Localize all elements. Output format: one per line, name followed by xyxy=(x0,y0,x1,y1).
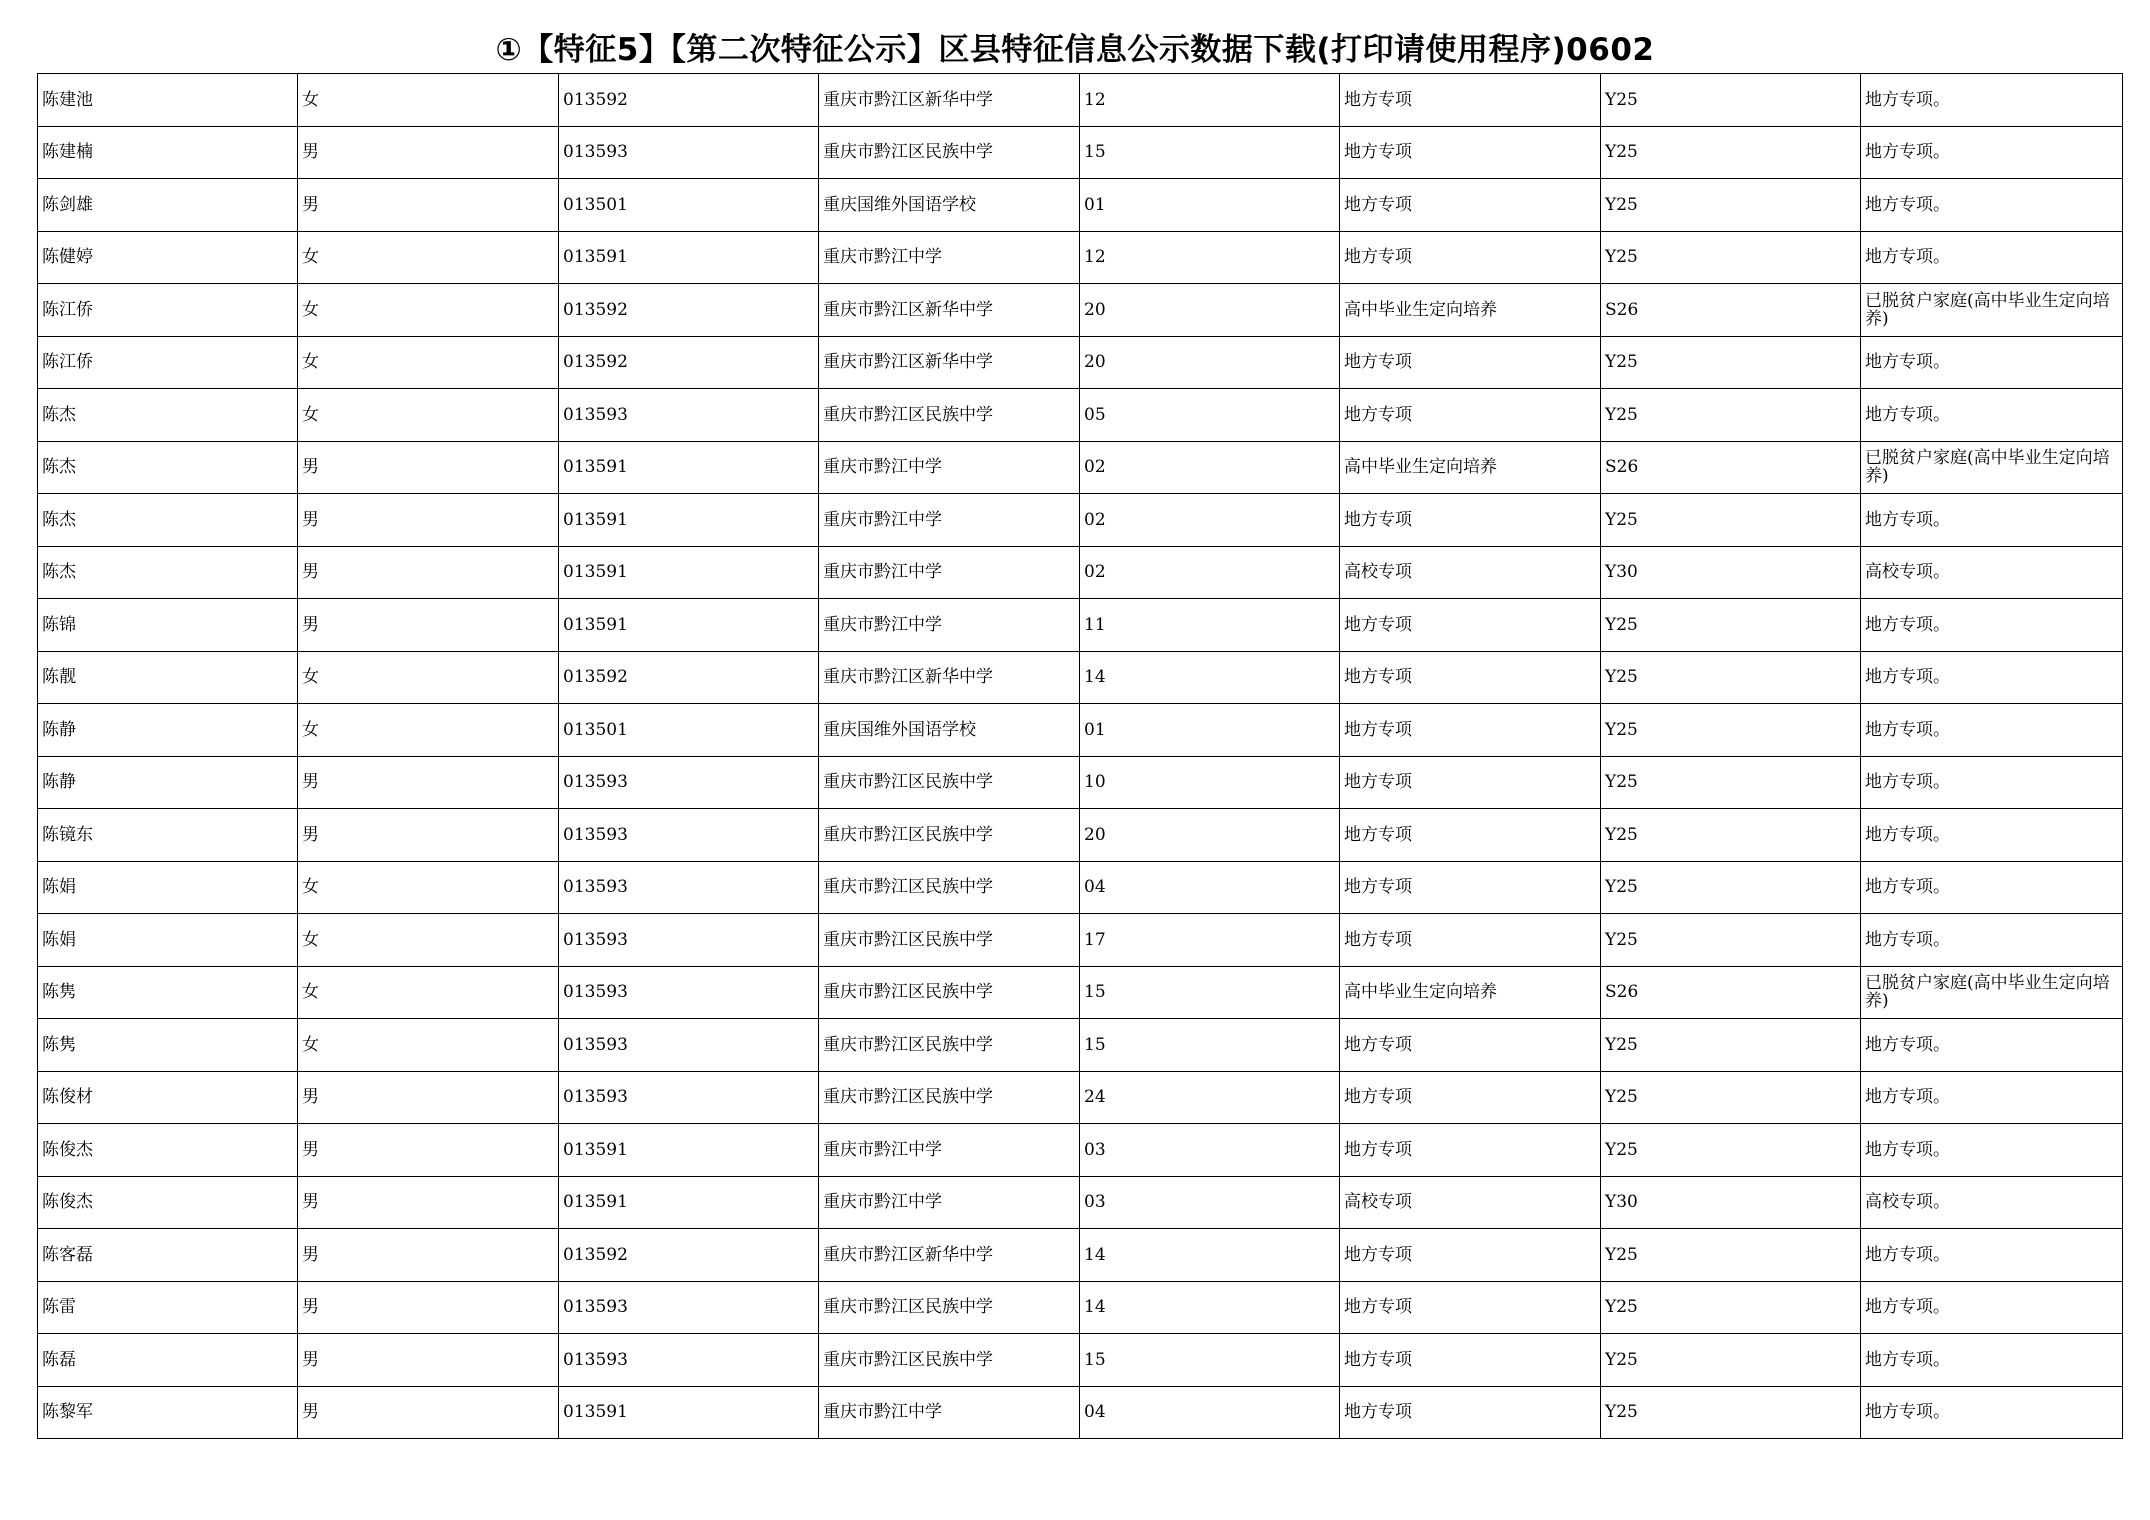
school-code-cell: 013593 xyxy=(559,1281,819,1334)
class-cell: 15 xyxy=(1080,1334,1340,1387)
project-cell: 地方专项 xyxy=(1340,599,1601,652)
project-code-cell: Y25 xyxy=(1601,599,1861,652)
table-row xyxy=(38,441,2123,494)
school-code-cell: 013593 xyxy=(559,756,819,809)
table-row xyxy=(38,284,2123,337)
table-row xyxy=(38,756,2123,809)
name-cell: 陈隽 xyxy=(38,1019,298,1072)
project-code-cell: Y25 xyxy=(1601,494,1861,547)
school-name-cell: 重庆市黔江中学 xyxy=(819,546,1080,599)
school-code-cell: 013593 xyxy=(559,1334,819,1387)
remark-cell: 地方专项。 xyxy=(1861,494,2123,547)
class-cell: 20 xyxy=(1080,336,1340,389)
name-cell: 陈雷 xyxy=(38,1281,298,1334)
class-cell: 11 xyxy=(1080,599,1340,652)
gender-cell: 女 xyxy=(298,284,559,337)
school-name-cell: 重庆市黔江中学 xyxy=(819,1124,1080,1177)
remark-cell: 地方专项。 xyxy=(1861,1229,2123,1282)
project-code-cell: Y25 xyxy=(1601,756,1861,809)
school-name-cell: 重庆市黔江中学 xyxy=(819,494,1080,547)
project-cell: 地方专项 xyxy=(1340,1071,1601,1124)
table-row xyxy=(38,389,2123,442)
table-row xyxy=(38,809,2123,862)
school-code-cell: 013591 xyxy=(559,1124,819,1177)
name-cell: 陈靓 xyxy=(38,651,298,704)
project-code-cell: S26 xyxy=(1601,441,1861,494)
class-cell: 12 xyxy=(1080,231,1340,284)
class-cell: 14 xyxy=(1080,1229,1340,1282)
remark-cell: 地方专项。 xyxy=(1861,1019,2123,1072)
remark-cell: 地方专项。 xyxy=(1861,389,2123,442)
name-cell: 陈静 xyxy=(38,704,298,757)
gender-cell: 男 xyxy=(298,546,559,599)
project-code-cell: Y25 xyxy=(1601,651,1861,704)
name-cell: 陈锦 xyxy=(38,599,298,652)
project-code-cell: S26 xyxy=(1601,284,1861,337)
school-code-cell: 013593 xyxy=(559,809,819,862)
school-code-cell: 013591 xyxy=(559,546,819,599)
project-cell: 地方专项 xyxy=(1340,914,1601,967)
gender-cell: 女 xyxy=(298,74,559,127)
table-row xyxy=(38,336,2123,389)
project-code-cell: Y25 xyxy=(1601,1281,1861,1334)
gender-cell: 男 xyxy=(298,1176,559,1229)
school-name-cell: 重庆国维外国语学校 xyxy=(819,179,1080,232)
project-cell: 地方专项 xyxy=(1340,704,1601,757)
gender-cell: 男 xyxy=(298,179,559,232)
remark-cell: 地方专项。 xyxy=(1861,704,2123,757)
table-row xyxy=(38,179,2123,232)
table-row xyxy=(38,861,2123,914)
gender-cell: 男 xyxy=(298,1386,559,1439)
school-name-cell: 重庆市黔江区民族中学 xyxy=(819,861,1080,914)
class-cell: 20 xyxy=(1080,809,1340,862)
remark-cell: 地方专项。 xyxy=(1861,756,2123,809)
project-cell: 地方专项 xyxy=(1340,494,1601,547)
table-row xyxy=(38,1334,2123,1387)
table-row xyxy=(38,1386,2123,1439)
project-cell: 地方专项 xyxy=(1340,1124,1601,1177)
school-code-cell: 013591 xyxy=(559,1386,819,1439)
gender-cell: 男 xyxy=(298,126,559,179)
table-row xyxy=(38,546,2123,599)
project-code-cell: Y25 xyxy=(1601,1019,1861,1072)
name-cell: 陈镜东 xyxy=(38,809,298,862)
remark-cell: 高校专项。 xyxy=(1861,546,2123,599)
class-cell: 03 xyxy=(1080,1124,1340,1177)
class-cell: 03 xyxy=(1080,1176,1340,1229)
gender-cell: 女 xyxy=(298,651,559,704)
remark-cell: 高校专项。 xyxy=(1861,1176,2123,1229)
project-code-cell: Y25 xyxy=(1601,389,1861,442)
school-name-cell: 重庆国维外国语学校 xyxy=(819,704,1080,757)
school-name-cell: 重庆市黔江区民族中学 xyxy=(819,756,1080,809)
school-code-cell: 013501 xyxy=(559,704,819,757)
school-code-cell: 013593 xyxy=(559,126,819,179)
project-code-cell: Y25 xyxy=(1601,914,1861,967)
school-name-cell: 重庆市黔江区民族中学 xyxy=(819,809,1080,862)
gender-cell: 男 xyxy=(298,1229,559,1282)
remark-cell: 地方专项。 xyxy=(1861,231,2123,284)
project-code-cell: Y25 xyxy=(1601,1334,1861,1387)
name-cell: 陈客磊 xyxy=(38,1229,298,1282)
school-name-cell: 重庆市黔江区民族中学 xyxy=(819,1334,1080,1387)
school-code-cell: 013593 xyxy=(559,914,819,967)
project-code-cell: Y25 xyxy=(1601,1071,1861,1124)
project-code-cell: Y25 xyxy=(1601,809,1861,862)
table-row xyxy=(38,651,2123,704)
school-name-cell: 重庆市黔江中学 xyxy=(819,599,1080,652)
table-row xyxy=(38,914,2123,967)
name-cell: 陈杰 xyxy=(38,441,298,494)
school-name-cell: 重庆市黔江区民族中学 xyxy=(819,389,1080,442)
project-code-cell: Y25 xyxy=(1601,704,1861,757)
project-code-cell: Y25 xyxy=(1601,336,1861,389)
table-body xyxy=(38,74,2123,1439)
name-cell: 陈剑雄 xyxy=(38,179,298,232)
gender-cell: 男 xyxy=(298,441,559,494)
project-cell: 地方专项 xyxy=(1340,126,1601,179)
table-row xyxy=(38,704,2123,757)
table-row xyxy=(38,599,2123,652)
school-name-cell: 重庆市黔江区民族中学 xyxy=(819,914,1080,967)
class-cell: 10 xyxy=(1080,756,1340,809)
project-cell: 地方专项 xyxy=(1340,1334,1601,1387)
remark-cell: 地方专项。 xyxy=(1861,1386,2123,1439)
table-row xyxy=(38,74,2123,127)
project-cell: 高校专项 xyxy=(1340,546,1601,599)
project-cell: 地方专项 xyxy=(1340,389,1601,442)
school-name-cell: 重庆市黔江中学 xyxy=(819,231,1080,284)
remark-cell: 地方专项。 xyxy=(1861,599,2123,652)
class-cell: 24 xyxy=(1080,1071,1340,1124)
project-cell: 地方专项 xyxy=(1340,1229,1601,1282)
gender-cell: 女 xyxy=(298,389,559,442)
school-code-cell: 013592 xyxy=(559,1229,819,1282)
page-title: ①【特征5】【第二次特征公示】区县特征信息公示数据下载(打印请使用程序)0602 xyxy=(495,32,1655,68)
project-code-cell: Y25 xyxy=(1601,861,1861,914)
remark-cell: 已脱贫户家庭(高中毕业生定向培养) xyxy=(1861,284,2123,337)
gender-cell: 女 xyxy=(298,861,559,914)
project-code-cell: Y25 xyxy=(1601,1124,1861,1177)
school-name-cell: 重庆市黔江区民族中学 xyxy=(819,1071,1080,1124)
project-cell: 地方专项 xyxy=(1340,179,1601,232)
project-cell: 地方专项 xyxy=(1340,651,1601,704)
gender-cell: 男 xyxy=(298,1334,559,1387)
remark-cell: 地方专项。 xyxy=(1861,74,2123,127)
school-code-cell: 013593 xyxy=(559,966,819,1019)
class-cell: 20 xyxy=(1080,284,1340,337)
class-cell: 01 xyxy=(1080,179,1340,232)
school-name-cell: 重庆市黔江区民族中学 xyxy=(819,1281,1080,1334)
school-code-cell: 013593 xyxy=(559,389,819,442)
class-cell: 14 xyxy=(1080,651,1340,704)
table-row xyxy=(38,1071,2123,1124)
school-code-cell: 013591 xyxy=(559,494,819,547)
project-code-cell: Y25 xyxy=(1601,126,1861,179)
gender-cell: 男 xyxy=(298,756,559,809)
school-name-cell: 重庆市黔江区民族中学 xyxy=(819,126,1080,179)
class-cell: 02 xyxy=(1080,494,1340,547)
remark-cell: 已脱贫户家庭(高中毕业生定向培养) xyxy=(1861,441,2123,494)
gender-cell: 男 xyxy=(298,1281,559,1334)
remark-cell: 地方专项。 xyxy=(1861,1124,2123,1177)
class-cell: 01 xyxy=(1080,704,1340,757)
school-name-cell: 重庆市黔江区新华中学 xyxy=(819,336,1080,389)
project-cell: 地方专项 xyxy=(1340,809,1601,862)
school-code-cell: 013593 xyxy=(559,861,819,914)
name-cell: 陈江侨 xyxy=(38,336,298,389)
table-row xyxy=(38,126,2123,179)
project-cell: 地方专项 xyxy=(1340,1386,1601,1439)
remark-cell: 地方专项。 xyxy=(1861,1281,2123,1334)
name-cell: 陈杰 xyxy=(38,494,298,547)
table-row xyxy=(38,1176,2123,1229)
gender-cell: 女 xyxy=(298,704,559,757)
table-row xyxy=(38,1229,2123,1282)
project-code-cell: Y25 xyxy=(1601,74,1861,127)
class-cell: 14 xyxy=(1080,1281,1340,1334)
remark-cell: 地方专项。 xyxy=(1861,1334,2123,1387)
remark-cell: 地方专项。 xyxy=(1861,1071,2123,1124)
table-row xyxy=(38,1124,2123,1177)
remark-cell: 地方专项。 xyxy=(1861,126,2123,179)
table-row xyxy=(38,1281,2123,1334)
name-cell: 陈娟 xyxy=(38,861,298,914)
gender-cell: 男 xyxy=(298,809,559,862)
remark-cell: 地方专项。 xyxy=(1861,914,2123,967)
school-code-cell: 013591 xyxy=(559,231,819,284)
school-name-cell: 重庆市黔江区新华中学 xyxy=(819,1229,1080,1282)
school-name-cell: 重庆市黔江区新华中学 xyxy=(819,651,1080,704)
name-cell: 陈俊杰 xyxy=(38,1176,298,1229)
project-code-cell: Y25 xyxy=(1601,179,1861,232)
project-cell: 地方专项 xyxy=(1340,336,1601,389)
gender-cell: 男 xyxy=(298,599,559,652)
name-cell: 陈杰 xyxy=(38,546,298,599)
class-cell: 12 xyxy=(1080,74,1340,127)
school-code-cell: 013592 xyxy=(559,651,819,704)
remark-cell: 地方专项。 xyxy=(1861,861,2123,914)
class-cell: 05 xyxy=(1080,389,1340,442)
project-code-cell: S26 xyxy=(1601,966,1861,1019)
class-cell: 15 xyxy=(1080,966,1340,1019)
name-cell: 陈建池 xyxy=(38,74,298,127)
remark-cell: 已脱贫户家庭(高中毕业生定向培养) xyxy=(1861,966,2123,1019)
school-code-cell: 013591 xyxy=(559,441,819,494)
gender-cell: 女 xyxy=(298,336,559,389)
school-name-cell: 重庆市黔江中学 xyxy=(819,1176,1080,1229)
project-code-cell: Y25 xyxy=(1601,1229,1861,1282)
project-code-cell: Y25 xyxy=(1601,1386,1861,1439)
name-cell: 陈江侨 xyxy=(38,284,298,337)
school-code-cell: 013591 xyxy=(559,599,819,652)
school-code-cell: 013592 xyxy=(559,284,819,337)
school-name-cell: 重庆市黔江区民族中学 xyxy=(819,966,1080,1019)
name-cell: 陈娟 xyxy=(38,914,298,967)
school-name-cell: 重庆市黔江中学 xyxy=(819,441,1080,494)
class-cell: 15 xyxy=(1080,126,1340,179)
name-cell: 陈杰 xyxy=(38,389,298,442)
remark-cell: 地方专项。 xyxy=(1861,651,2123,704)
school-name-cell: 重庆市黔江区民族中学 xyxy=(819,1019,1080,1072)
gender-cell: 女 xyxy=(298,914,559,967)
name-cell: 陈静 xyxy=(38,756,298,809)
table-row xyxy=(38,231,2123,284)
class-cell: 04 xyxy=(1080,861,1340,914)
project-cell: 高中毕业生定向培养 xyxy=(1340,966,1601,1019)
class-cell: 15 xyxy=(1080,1019,1340,1072)
project-cell: 地方专项 xyxy=(1340,861,1601,914)
class-cell: 04 xyxy=(1080,1386,1340,1439)
name-cell: 陈俊杰 xyxy=(38,1124,298,1177)
remark-cell: 地方专项。 xyxy=(1861,179,2123,232)
project-cell: 地方专项 xyxy=(1340,1281,1601,1334)
gender-cell: 女 xyxy=(298,1019,559,1072)
table-row xyxy=(38,494,2123,547)
data-table xyxy=(37,73,2123,1439)
project-cell: 地方专项 xyxy=(1340,756,1601,809)
gender-cell: 男 xyxy=(298,494,559,547)
school-name-cell: 重庆市黔江中学 xyxy=(819,1386,1080,1439)
remark-cell: 地方专项。 xyxy=(1861,809,2123,862)
project-code-cell: Y30 xyxy=(1601,1176,1861,1229)
name-cell: 陈磊 xyxy=(38,1334,298,1387)
name-cell: 陈健婷 xyxy=(38,231,298,284)
table-row xyxy=(38,966,2123,1019)
name-cell: 陈俊材 xyxy=(38,1071,298,1124)
school-code-cell: 013501 xyxy=(559,179,819,232)
school-code-cell: 013592 xyxy=(559,74,819,127)
gender-cell: 女 xyxy=(298,231,559,284)
class-cell: 17 xyxy=(1080,914,1340,967)
project-code-cell: Y30 xyxy=(1601,546,1861,599)
table-row xyxy=(38,1019,2123,1072)
project-cell: 高中毕业生定向培养 xyxy=(1340,284,1601,337)
gender-cell: 女 xyxy=(298,966,559,1019)
project-cell: 高校专项 xyxy=(1340,1176,1601,1229)
project-cell: 地方专项 xyxy=(1340,74,1601,127)
school-code-cell: 013593 xyxy=(559,1071,819,1124)
project-cell: 地方专项 xyxy=(1340,1019,1601,1072)
project-cell: 高中毕业生定向培养 xyxy=(1340,441,1601,494)
project-code-cell: Y25 xyxy=(1601,231,1861,284)
school-code-cell: 013591 xyxy=(559,1176,819,1229)
name-cell: 陈黎军 xyxy=(38,1386,298,1439)
school-code-cell: 013593 xyxy=(559,1019,819,1072)
project-cell: 地方专项 xyxy=(1340,231,1601,284)
school-code-cell: 013592 xyxy=(559,336,819,389)
remark-cell: 地方专项。 xyxy=(1861,336,2123,389)
school-name-cell: 重庆市黔江区新华中学 xyxy=(819,74,1080,127)
gender-cell: 男 xyxy=(298,1124,559,1177)
school-name-cell: 重庆市黔江区新华中学 xyxy=(819,284,1080,337)
class-cell: 02 xyxy=(1080,441,1340,494)
name-cell: 陈隽 xyxy=(38,966,298,1019)
class-cell: 02 xyxy=(1080,546,1340,599)
gender-cell: 男 xyxy=(298,1071,559,1124)
name-cell: 陈建楠 xyxy=(38,126,298,179)
